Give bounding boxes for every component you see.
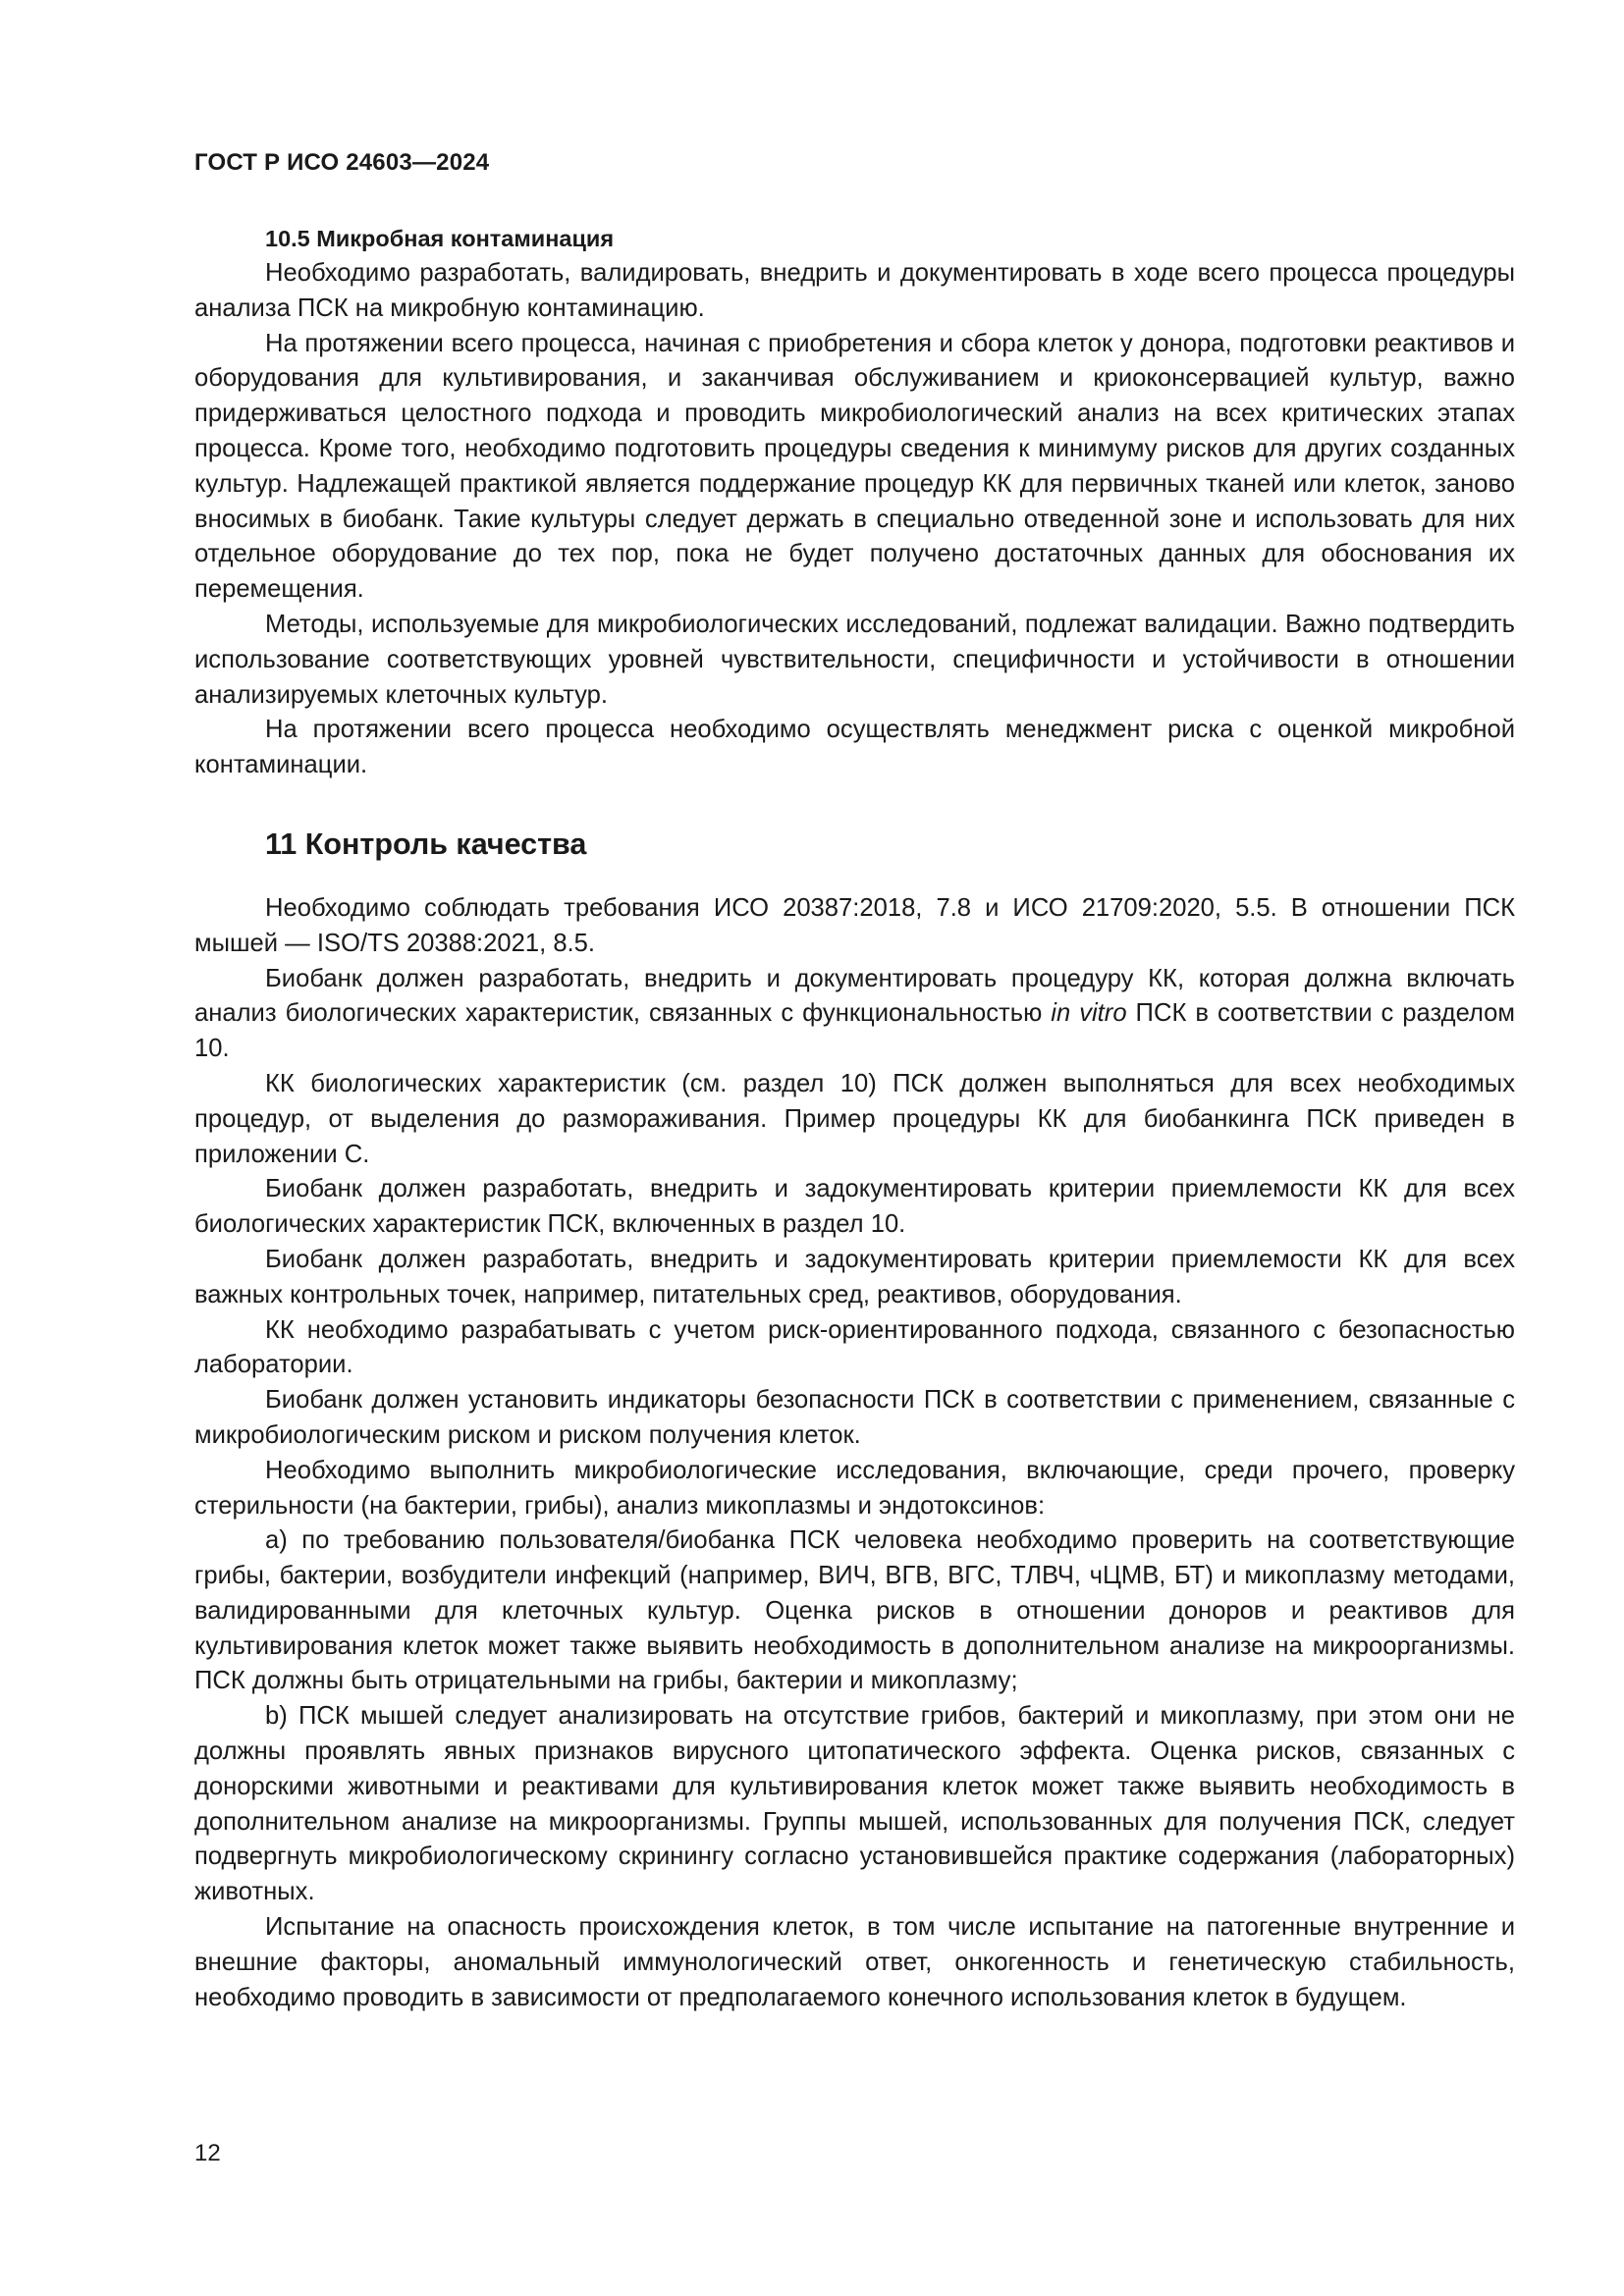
paragraph-2-text-start: Биобанк должен разработать, внедрить и документировать процедуру КК, которая должна включать анализ биологических характеристик, связанных с функциональностью	[194, 964, 1515, 1028]
in-vitro-term: in vitro	[1051, 999, 1127, 1028]
section-11-paragraph-7: Биобанк должен установить индикаторы безопасности ПСК в соответствии с применением, связанные с микробиологическим риском и риском получения клеток.	[194, 1386, 1515, 1449]
section-11-paragraph-11: Испытание на опасность происхождения клеток, в том числе испытание на патогенные внутренние и внешние факторы, аномальный иммунологический ответ, онкогенность и генетическую стабильность, необходимо проводить в зависимости от предполагаемого конечного использования клеток в будущем.	[194, 1913, 1515, 2011]
section-10-5-paragraph-2: На протяжении всего процесса, начиная с приобретения и сбора клеток у донора, подготовки реактивов и оборудования для культивирования, и заканчивая обслуживанием и криоконсервацией культур, важно придерживаться целостного подхода и проводить микробиологический анализ на всех критических этапах процесса. Кроме того, необходимо подготовить процедуры сведения к минимуму рисков для других созданных культур. Надлежащей практикой является поддержание процедур КК для первичных тканей или клеток, заново вносимых в биобанк. Такие культуры следует держать в специально отведенной зоне и использовать для них отдельное оборудование до тех пор, пока не будет получено достаточных данных для обоснования их перемещения.	[194, 329, 1515, 604]
document-body	[194, 222, 1515, 2015]
section-11-paragraph-2	[194, 962, 1515, 1067]
document-header: ГОСТ Р ИСО 24603—2024	[194, 149, 490, 176]
list-item-b: b) ПСК мышей следует анализировать на отсутствие грибов, бактерий и микоплазму, при этом они не должны проявлять явных признаков вирусного цитопатического эффекта. Оценка рисков, связанных с донорскими животными и реактивами для культивирования клеток может также выявить необходимость в дополнительном анализе на микроорганизмы. Группы мышей, использованных для получения ПСК, следует подвергнуть микробиологическому скринингу согласно установившейся практике содержания (лабораторных) животных.	[194, 1702, 1515, 1906]
paragraph-2-text-end: ПСК в соответствии с разделом 10.	[194, 999, 1516, 1063]
section-11-paragraph-4: Биобанк должен разработать, внедрить и задокументировать критерии приемлемости КК для всех биологических характеристик ПСК, включенных в раздел 10.	[194, 1175, 1515, 1239]
section-11-paragraph-8: Необходимо выполнить микробиологические исследования, включающие, среди прочего, проверку стерильности (на бактерии, грибы), анализ микоплазмы и эндотоксинов:	[194, 1456, 1515, 1520]
page-number: 12	[194, 2140, 221, 2166]
section-10-5-paragraph-4: На протяжении всего процесса необходимо осуществлять менеджмент риска с оценкой микробной контаминации.	[194, 716, 1515, 779]
list-item-a: а) по требованию пользователя/биобанка ПСК человека необходимо проверить на соответствующие грибы, бактерии, возбудители инфекций (например, ВИЧ, ВГВ, ВГС, ТЛВЧ, чЦМВ, БТ) и микоплазму методами, валидированными для клеточных культур. Оценка рисков в отношении доноров и реактивов для культивирования клеток может также выявить необходимость в дополнительном анализе на микроорганизмы. ПСК должны быть отрицательными на грибы, бактерии и микоплазму;	[194, 1526, 1515, 1695]
section-11-paragraph-5: Биобанк должен разработать, внедрить и задокументировать критерии приемлемости КК для всех важных контрольных точек, например, питательных сред, реактивов, оборудования.	[194, 1245, 1515, 1308]
section-11-paragraph-1: Необходимо соблюдать требования ИСО 20387:2018, 7.8 и ИСО 21709:2020, 5.5. В отношении ПСК мышей — ISO/TS 20388:2021, 8.5.	[194, 893, 1515, 957]
section-10-5-title: 10.5 Микробная контаминация	[265, 226, 615, 251]
section-10-5-paragraph-1: Необходимо разработать, валидировать, внедрить и документировать в ходе всего процесса процедуры анализа ПСК на микробную контаминацию.	[194, 259, 1515, 322]
section-11-paragraph-6: КК необходимо разрабатывать с учетом риск-ориентированного подхода, связанного с безопасностью лаборатории.	[194, 1315, 1515, 1379]
section-11-paragraph-3: КК биологических характеристик (см. раздел 10) ПСК должен выполняться для всех необходимых процедур, от выделения до размораживания. Пример процедуры КК для биобанкинга ПСК приведен в приложении С.	[194, 1069, 1515, 1168]
section-11-title: 11 Контроль качества	[265, 827, 587, 861]
section-10-5-paragraph-3: Методы, используемые для микробиологических исследований, подлежат валидации. Важно подтвердить использование соответствующих уровней чувствительности, специфичности и устойчивости в отношении анализируемых клеточных культур.	[194, 610, 1515, 709]
